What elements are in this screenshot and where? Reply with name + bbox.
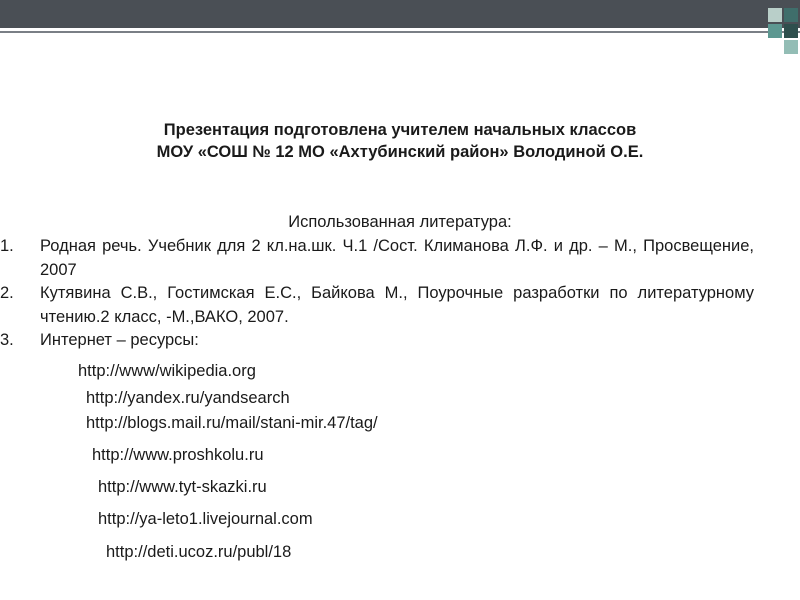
header-divider [0, 31, 800, 33]
decor-square [784, 8, 798, 22]
decor-square [768, 8, 782, 22]
link-wikipedia[interactable]: http://www/wikipedia.org [78, 362, 256, 380]
item-number: 1. [0, 237, 14, 255]
heading-line-2: МОУ «СОШ № 12 МО «Ахтубинский район» Володиной О.Е. [156, 143, 644, 161]
link-deti-ucoz[interactable]: http://deti.ucoz.ru/publ/18 [106, 543, 292, 561]
link-blogs-mail[interactable]: http://blogs.mail.ru/mail/stani-mir.47/tag/ [86, 414, 378, 432]
link-proshkolu[interactable]: http://www.proshkolu.ru [92, 446, 264, 464]
link-yandex[interactable]: http://yandex.ru/yandsearch [86, 389, 290, 407]
item-text: Родная речь. Учебник для 2 кл.на.шк. Ч.1 /Сост. Климанова Л.Ф. и др. – М., Просвещение, 2007 [40, 237, 754, 279]
heading-line-1: Презентация подготовлена учителем начальных классов [163, 121, 637, 139]
item-number: 3. [0, 331, 14, 349]
list-item [0, 235, 754, 282]
link-tyt-skazki[interactable]: http://www.tyt-skazki.ru [98, 478, 267, 496]
link-livejournal[interactable]: http://ya-leto1.livejournal.com [98, 510, 313, 528]
list-item [0, 329, 754, 353]
decor-square [768, 24, 782, 38]
literature-title: Использованная литература: [288, 213, 512, 231]
header-bar [0, 0, 800, 28]
list-item [0, 282, 754, 329]
author-heading [0, 119, 800, 163]
item-text: Интернет – ресурсы: [40, 331, 199, 349]
literature-list [0, 235, 754, 353]
decor-square [784, 24, 798, 38]
item-text: Кутявина С.В., Гостимская Е.С., Байкова М., Поурочные разработки по литературному чтению.2 класс, -М.,ВАКО, 2007. [40, 284, 754, 326]
item-number: 2. [0, 284, 14, 302]
decor-square [784, 40, 798, 54]
